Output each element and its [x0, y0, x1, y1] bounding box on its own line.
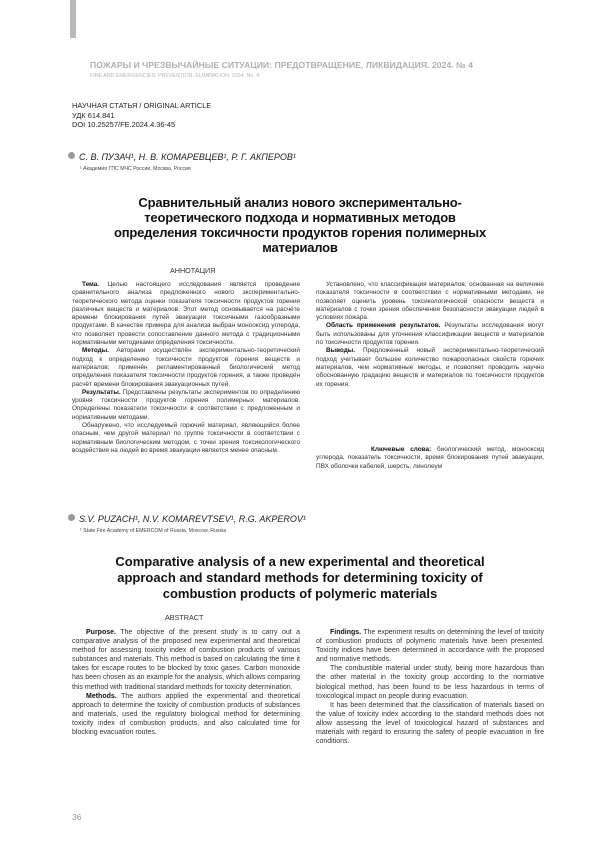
authors-ru-text: С. В. ПУЗАЧ¹, Н. В. КОМАРЕВЦЕВ¹, Р. Г. АКПЕРОВ¹	[79, 152, 296, 162]
abstract-ru-left-column	[72, 281, 300, 455]
label-methods-ru: Методы.	[82, 347, 109, 355]
abstract-heading-en: ABSTRACT	[165, 613, 204, 622]
abstract-heading-ru: АННОТАЦИЯ	[170, 266, 216, 275]
title-ru: Сравнительный анализ нового экспериментально-теоретического подхода и нормативных методов определения токсичности продуктов горения полимерных материалов	[113, 195, 486, 255]
abstract-en-left-column	[72, 628, 300, 737]
journal-title-en: FIRE AND EMERGENCIES: PREVENTION, ELIMINATION. 2024. No. 4	[90, 73, 260, 79]
label-findings-en: Findings.	[330, 629, 362, 636]
text-conclusions-ru: Предложенный новый экспериментально-теоретический подход учитывает большее количество пожароопасных свойств горючих материалов, чем нормативные методы, и позволяет проводить научно обоснованную градацию веществ и материалов по токсичности продуктов их горения.	[316, 347, 544, 388]
paragraph: Обнаружено, что исследуемый горючий материал, являющийся более опасным, чем другой материал по группе токсичности в соответствии с нормативным биологическим методом, с точки зрения токсикологического воздействия на людей во время эвакуации является менее опасным.	[72, 422, 300, 454]
paragraph: The combustible material under study, being more hazardous than the other material in the toxicity group according to the normative biological method, has been found to be less hazardous in terms of toxicological impact on people during evacuation.	[316, 665, 544, 700]
text-purpose-en: The objective of the present study is to carry out a comparative analysis of the proposed new experimental and theoretical method for assessing toxicity index of combustion products of various substances and materials. This method is based on calculating the time it takes for escape routes to be blocked by toxic gases. Carbon monoxide has been chosen as an example for the analysis, which allows comparing this method with traditional standard methods for toxicity determination.	[72, 629, 300, 691]
authors-ru	[68, 152, 296, 162]
header-accent-bar	[70, 0, 76, 38]
text-methods-en: The authors applied the experimental and theoretical approach to determine the toxicity of combustion products of substances and materials, used the regulatory biological method for determining toxicity index of combustion products, and also calculated time for blocking evacuation routes.	[72, 692, 300, 737]
paragraph	[316, 628, 544, 664]
label-purpose-ru: Тема.	[82, 281, 100, 288]
affiliation-en: ¹ State Fire Academy of EMERCOM of Russia, Moscow, Russia	[80, 528, 227, 534]
page-number: 36	[72, 812, 82, 822]
authors-en	[68, 514, 306, 524]
label-results-ru: Результаты.	[82, 388, 121, 396]
text-methods-ru: Авторами осуществлён экспериментально-теоретический подход к определению токсичности продуктов горения веществ и материалов; применён регламентированный биологический метод определения показателя токсичности продуктов горения, а также проведён расчёт времени блокирования эвакуационных путей.	[72, 347, 301, 388]
paragraph: Установлено, что классификация материалов, основанная на величине показателя токсичности в соответствии с нормативными методами, не позволяет оценить уровень токсикологической опасности веществ и материалов с точки зрения обеспечения безопасности эвакуации людей в условиях пожара.	[316, 281, 544, 322]
article-type: НАУЧНАЯ СТАТЬЯ / ORIGINAL ARTICLE	[72, 101, 212, 110]
label-purpose-en: Purpose.	[86, 629, 116, 636]
journal-title-ru: ПОЖАРЫ И ЧРЕЗВЫЧАЙНЫЕ СИТУАЦИИ: ПРЕДОТВРАЩЕНИЕ, ЛИКВИДАЦИЯ. 2024. № 4	[90, 60, 474, 70]
doi: DOI 10.25257/FE.2024.4.36-45	[72, 120, 176, 130]
text-application-ru: Результаты исследования могут быть использованы для уточнения классификации веществ и материалов по токсичности продуктов горения.	[316, 322, 544, 347]
paragraph	[316, 347, 544, 388]
label-methods-en: Methods.	[86, 692, 117, 700]
paragraph	[316, 446, 544, 471]
keywords-ru	[316, 446, 544, 471]
label-application-ru: Область применения результатов.	[326, 322, 441, 330]
label-conclusions-ru: Выводы.	[326, 347, 356, 355]
paragraph	[72, 628, 300, 692]
orcid-icon[interactable]	[68, 152, 75, 159]
paragraph: It has been determined that the classification of materials based on the value of toxicity index according to the standard methods does not allow assessing the level of toxicological hazard of substances and materials with regard to ensuring the safety of people evacuation in fire conditions.	[316, 701, 544, 746]
text-results-ru: Представлены результаты экспериментов по определению уровня токсичности продуктов горения полимерных материалов. Определены показатели токсичности в соответствии с предложенным и нормативными методами.	[72, 388, 300, 421]
abstract-en-right-column	[316, 628, 544, 746]
paragraph	[316, 322, 544, 347]
journal-header	[90, 60, 530, 79]
article-meta	[72, 101, 211, 130]
affiliation-ru: ¹ Академия ГПС МЧС России, Москва, Россия	[80, 166, 191, 172]
keywords-text: биологический метод, монооксид углерода, показатель токсичности, время блокирования путей эвакуации, ПВХ оболочки кабелей, шерсть, линолеум	[316, 446, 545, 470]
title-en: Comparative analysis of a new experimental and theoretical approach and standard methods for determining toxicity of combustion products of polymeric materials	[115, 554, 485, 601]
text-findings-en: The experiment results on determining the level of toxicity of combustion products of polymeric materials have been presented. Toxicity indices have been determined in accordance with the proposed and normative methods.	[316, 629, 544, 664]
authors-en-text: S.V. PUZACH¹, N.V. KOMAREVTSEV¹, R.G. AKPEROV¹	[79, 514, 306, 524]
paragraph	[72, 347, 300, 388]
keywords-label: Ключевые слова:	[371, 446, 432, 453]
paragraph	[72, 281, 300, 347]
abstract-ru-right-column	[316, 281, 544, 389]
paragraph	[72, 389, 300, 422]
text-purpose-ru: Целью настоящего исследования является проведение сравнительного анализа предложенного нового экспериментально-теоретического метода оценки показателя токсичности продуктов горения различных веществ и материалов. Этот метод основывается на расчёте времени блокирования путей эвакуации токсичными газообразными продуктами. В качестве примера для анализа выбран монооксид углерода, что позволяет провести сопоставление данного метода с традиционными нормативными методиками определения токсичности.	[72, 281, 300, 347]
paragraph	[72, 692, 300, 737]
udk: УДК 614.841	[72, 110, 115, 120]
orcid-icon[interactable]	[68, 514, 75, 521]
